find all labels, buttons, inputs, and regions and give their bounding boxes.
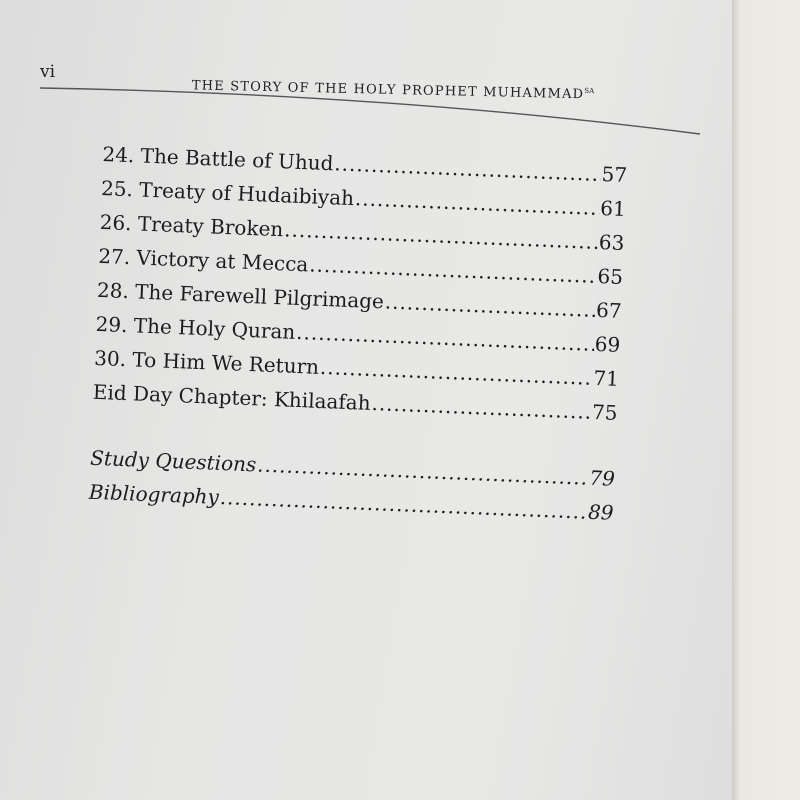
- toc-entry-title: 28. The Farewell Pilgrimage: [96, 277, 385, 314]
- toc-entry-title: 27. Victory at Mecca: [97, 243, 309, 277]
- toc-entry-title: 24. The Battle of Uhud: [102, 142, 334, 176]
- toc-entry-title: Eid Day Chapter: Khilaafah: [92, 379, 372, 415]
- toc-entry-page: 65: [597, 263, 624, 289]
- running-title-superscript: SA: [584, 86, 595, 96]
- toc-entry-title: 29. The Holy Quran: [95, 311, 296, 344]
- adjacent-page-edge: [732, 0, 800, 800]
- toc-entry-page: 57: [601, 162, 628, 188]
- toc-entry-page: 61: [599, 196, 627, 222]
- dot-leader: [334, 151, 601, 186]
- header-rule: [40, 86, 700, 146]
- running-title: THE STORY OF THE HOLY PROPHET MUHAMMAD: [191, 78, 585, 103]
- toc-entry-title: 25. Treaty of Hudaibiyah: [100, 175, 355, 211]
- page-number-folio: vi: [40, 62, 56, 82]
- toc-entry-title: 30. To Him We Return: [93, 345, 320, 379]
- table-of-contents: [88, 142, 628, 535]
- toc-entry-page: 79: [588, 465, 616, 491]
- toc-entry-page: 71: [592, 365, 620, 391]
- toc-entry-page: 69: [594, 331, 621, 357]
- toc-entry-title: Study Questions: [89, 445, 257, 477]
- toc-entry-title: 26. Treaty Broken: [99, 209, 284, 242]
- toc-entry-page: 75: [591, 399, 619, 425]
- toc-entry-page: 89: [587, 499, 615, 525]
- toc-entry-page: 63: [598, 229, 625, 255]
- toc-entry-page: 67: [595, 297, 623, 323]
- toc-entry-title: Bibliography: [88, 479, 220, 509]
